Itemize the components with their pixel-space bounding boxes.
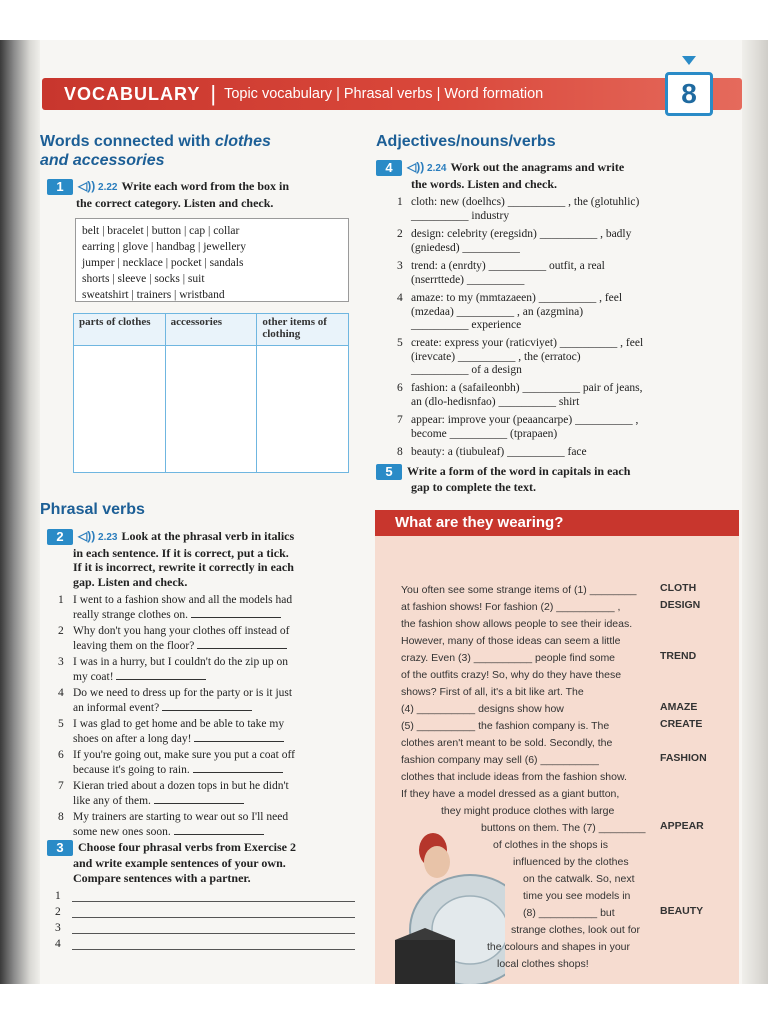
- answer-cell-accessories[interactable]: [166, 346, 258, 472]
- panel-line: the fashion show allows people to see their ideas.: [401, 618, 633, 630]
- reading-panel: [375, 510, 739, 984]
- list-item: [58, 686, 358, 716]
- list-item: [58, 810, 358, 840]
- item-text: an informal event?: [73, 702, 160, 714]
- panel-line: they might produce clothes with large: [441, 805, 615, 817]
- exercise-2-line: gap. Listen and check.: [73, 574, 188, 589]
- item-number: 2: [58, 625, 64, 637]
- item-number: 8: [58, 811, 64, 823]
- col-other-items: other items of clothing: [262, 316, 327, 340]
- answer-line[interactable]: [55, 902, 355, 918]
- exercise-3-line: and write example sentences of your own.: [73, 856, 286, 871]
- item-number: 1: [58, 594, 64, 606]
- exercise-5-line-2: gap to complete the text.: [411, 480, 536, 495]
- category-table: [73, 313, 349, 473]
- vocabulary-header-band: [42, 78, 742, 110]
- exercise-4-line-1: Work out the anagrams and write: [450, 160, 625, 174]
- item-text: some new ones soon.: [73, 826, 171, 838]
- heading-line-1: Words connected with: [40, 133, 211, 150]
- item-text: __________ of a design: [411, 364, 522, 376]
- panel-line: crazy. Even (3) __________ people find some: [401, 652, 616, 664]
- item-text: If you're going out, make sure you put a coat off: [73, 749, 295, 761]
- list-item: [58, 655, 358, 685]
- exercise-1-instruction: [47, 179, 357, 210]
- panel-line: strange clothes, look out for: [511, 924, 640, 936]
- list-item: [397, 228, 697, 258]
- item-number: 3: [397, 260, 403, 272]
- word-cap: APPEAR: [660, 820, 704, 832]
- item-text: design: celebrity (eregsidn) __________ , badly: [411, 228, 632, 240]
- exercise-1-line-1: Write each word from the box in: [121, 179, 290, 193]
- exercise-2-line: in each sentence. If it is correct, put a tick.: [73, 545, 289, 560]
- panel-line: time you see models in: [523, 890, 631, 902]
- exercise-5-instruction: [376, 464, 716, 495]
- list-item: [397, 337, 697, 380]
- heading-line-2: and accessories: [40, 152, 165, 169]
- audio-track-2-22: 2.22: [98, 182, 118, 193]
- list-item: [397, 446, 697, 462]
- panel-title: What are they wearing?: [375, 510, 739, 536]
- item-number: 5: [58, 718, 64, 730]
- panel-line: of the outfits crazy! So, why do they have these: [401, 669, 622, 681]
- word-box-row: earring | glove | handbag | jewellery: [82, 241, 247, 253]
- category-table-header: [74, 314, 348, 346]
- exercise-2-number: 2: [47, 529, 73, 545]
- item-text: My trainers are starting to wear out so I'll need: [73, 811, 289, 823]
- word-box-row: belt | bracelet | button | cap | collar: [82, 225, 240, 237]
- audio-icon[interactable]: ◁)) 2.24: [407, 160, 447, 174]
- panel-line: clothes that include ideas from the fashion show.: [401, 771, 627, 783]
- anagram-list: [397, 196, 697, 464]
- word-cap: AMAZE: [660, 701, 698, 713]
- adjectives-heading: Adjectives/nouns/verbs: [376, 133, 556, 150]
- item-number: 6: [58, 749, 64, 761]
- item-text: beauty: a (tiubuleaf) __________ face: [411, 446, 587, 458]
- item-number: 7: [58, 780, 64, 792]
- line-number: 2: [55, 906, 61, 918]
- exercise-3-number: 3: [47, 840, 73, 856]
- item-number: 4: [58, 687, 64, 699]
- item-text: shoes on after a long day!: [73, 733, 192, 745]
- item-text: appear: improve your (peaancarpe) __________ ,: [411, 414, 639, 426]
- item-text: __________ experience: [411, 319, 522, 331]
- item-text: Kieran tried about a dozen tops in but he didn't: [73, 780, 289, 792]
- word-box: [75, 218, 349, 302]
- audio-icon[interactable]: ◁)) 2.22: [78, 179, 118, 193]
- word-cap: FASHION: [660, 752, 707, 764]
- header-separator: |: [210, 81, 217, 106]
- line-number: 3: [55, 922, 61, 934]
- panel-line: at fashion shows! For fashion (2) __________ ,: [401, 601, 621, 613]
- section-subtitle: Topic vocabulary | Phrasal verbs | Word formation: [224, 86, 544, 102]
- exercise-3-instruction: [47, 840, 357, 885]
- exercise-3-line: Compare sentences with a partner.: [73, 870, 251, 885]
- list-item: [58, 779, 358, 809]
- exercise-2-list: [58, 593, 358, 841]
- item-number: 1: [397, 196, 403, 208]
- item-text: I was glad to get home and be able to take my: [73, 718, 285, 730]
- item-text: cloth: new (doelhcs) __________ , the (glotuhlic): [411, 196, 640, 208]
- answer-blank[interactable]: [197, 638, 287, 649]
- item-number: 2: [397, 228, 403, 240]
- item-text: my coat!: [73, 671, 114, 683]
- exercise-5-number: 5: [376, 464, 402, 480]
- exercise-4-instruction: [376, 160, 706, 191]
- panel-line: (8) __________ but: [523, 907, 615, 919]
- item-text: create: express your (raticviyet) __________ , feel: [411, 337, 644, 349]
- exercise-2-line: If it is incorrect, rewrite it correctly in each: [73, 560, 294, 574]
- item-text: because it's going to rain.: [73, 764, 190, 776]
- exercise-3-line: Choose four phrasal verbs from Exercise 2: [78, 840, 296, 854]
- list-item: [58, 717, 358, 747]
- panel-line: shows? First of all, it's a bit like art. The: [401, 686, 584, 698]
- word-box-row: jumper | necklace | pocket | sandals: [82, 257, 244, 269]
- panel-line: on the catwalk. So, next: [523, 873, 635, 885]
- panel-line: buttons on them. The (7) ________: [481, 822, 646, 834]
- section-title: VOCABULARY: [64, 83, 201, 104]
- list-item: [397, 292, 697, 335]
- answer-blank[interactable]: [116, 669, 206, 680]
- word-cap: TREND: [660, 650, 697, 662]
- panel-line: You often see some strange items of (1) ________: [401, 584, 637, 596]
- answer-blank[interactable]: [174, 824, 264, 835]
- item-text: Why don't you hang your clothes off instead of: [73, 625, 290, 637]
- answer-line[interactable]: [55, 934, 355, 950]
- exercise-3-answer-lines: [55, 886, 355, 950]
- list-item: [397, 382, 697, 412]
- item-text: (irevcate) __________ , the (erratoc): [411, 350, 581, 363]
- list-item: [58, 748, 358, 778]
- answer-blank[interactable]: [154, 793, 244, 804]
- panel-line: If they have a model dressed as a giant button,: [401, 788, 620, 800]
- word-box-row: shorts | sleeve | socks | suit: [82, 273, 205, 285]
- item-number: 5: [397, 337, 403, 349]
- item-text: __________ industry: [411, 209, 510, 222]
- list-item: [397, 260, 697, 290]
- panel-line: However, many of those ideas can seem a little: [401, 635, 621, 647]
- exercise-5-line-1: Write a form of the word in capitals in each: [407, 464, 631, 478]
- exercise-2-instruction: [47, 529, 357, 589]
- item-text: trend: a (enrdty) __________ outfit, a real: [411, 260, 605, 272]
- item-text: I went to a fashion show and all the models had: [73, 594, 293, 606]
- exercise-4-number: 4: [376, 160, 402, 176]
- item-number: 4: [397, 292, 403, 304]
- answer-blank[interactable]: [194, 731, 284, 742]
- exercise-4-line-2: the words. Listen and check.: [411, 176, 558, 191]
- word-cap: DESIGN: [660, 599, 701, 611]
- item-number: 3: [58, 656, 64, 668]
- item-number: 8: [397, 446, 403, 458]
- word-cap: CLOTH: [660, 582, 697, 594]
- audio-track-2-23: 2.23: [98, 532, 118, 543]
- col-accessories: accessories: [166, 314, 258, 345]
- textbook-page: [0, 40, 768, 984]
- item-text: really strange clothes on.: [73, 609, 188, 621]
- category-table-body: [74, 346, 348, 472]
- item-text: (gniedesd) __________: [411, 241, 520, 254]
- panel-line: of clothes in the shops is: [493, 839, 608, 851]
- panel-line: clothes aren't meant to be sold. Secondly, the: [401, 737, 613, 749]
- list-item: [397, 196, 697, 226]
- answer-blank[interactable]: [162, 700, 252, 711]
- list-item: [58, 624, 358, 654]
- answer-cell-other[interactable]: [257, 346, 348, 472]
- exercise-1-line-2: the correct category. Listen and check.: [76, 195, 274, 210]
- heading-italic-word: clothes: [214, 133, 271, 150]
- word-box-row: sweatshirt | trainers | wristband: [82, 289, 225, 301]
- panel-line: the colours and shapes in your: [487, 941, 631, 953]
- word-cap: BEAUTY: [660, 905, 704, 917]
- item-text: I was in a hurry, but I couldn't do the zip up on: [73, 656, 288, 668]
- item-text: leaving them on the floor?: [73, 640, 195, 652]
- line-number: 4: [55, 938, 61, 950]
- item-text: amaze: to my (mmtazaeen) __________ , feel: [411, 292, 623, 304]
- item-text: (mzedaa) __________ , an (azgmina): [411, 305, 584, 318]
- item-text: Do we need to dress up for the party or is it just: [73, 687, 293, 699]
- panel-line: fashion company may sell (6) __________: [401, 754, 599, 766]
- item-text: (nserrttede) __________: [411, 273, 525, 286]
- answer-blank[interactable]: [193, 762, 283, 773]
- unit-number-badge: 8: [665, 72, 713, 116]
- clothes-heading: [40, 132, 340, 170]
- answer-line[interactable]: [55, 918, 355, 934]
- panel-line: (5) __________ the fashion company is. The: [401, 720, 610, 732]
- col-parts-of-clothes: parts of clothes: [74, 314, 166, 345]
- list-item: [58, 593, 358, 623]
- item-number: 7: [397, 414, 403, 426]
- panel-line: (4) __________ designs show how: [401, 703, 564, 715]
- phrasal-verbs-heading: Phrasal verbs: [40, 501, 145, 518]
- answer-blank[interactable]: [191, 607, 281, 618]
- page-edge: [742, 40, 768, 984]
- answer-cell-parts[interactable]: [74, 346, 166, 472]
- unit-marker-icon: [682, 56, 696, 65]
- item-text: fashion: a (safaileonbh) __________ pair of jeans,: [411, 382, 643, 394]
- audio-track-2-24: 2.24: [427, 163, 447, 174]
- item-text: become __________ (tprapaen): [411, 427, 558, 440]
- exercise-2-line: Look at the phrasal verb in italics: [121, 529, 295, 543]
- page-gutter-shadow: [0, 40, 40, 984]
- item-number: 6: [397, 382, 403, 394]
- list-item: [397, 414, 697, 444]
- answer-line[interactable]: [55, 886, 355, 902]
- panel-line: local clothes shops!: [497, 958, 589, 970]
- panel-line: influenced by the clothes: [513, 856, 629, 868]
- item-text: like any of them.: [73, 795, 151, 807]
- exercise-1-number: 1: [47, 179, 73, 195]
- audio-icon[interactable]: ◁)) 2.23: [78, 529, 118, 543]
- item-text: an (dlo-hedisnfao) __________ shirt: [411, 395, 580, 408]
- line-number: 1: [55, 890, 61, 902]
- word-cap: CREATE: [660, 718, 703, 730]
